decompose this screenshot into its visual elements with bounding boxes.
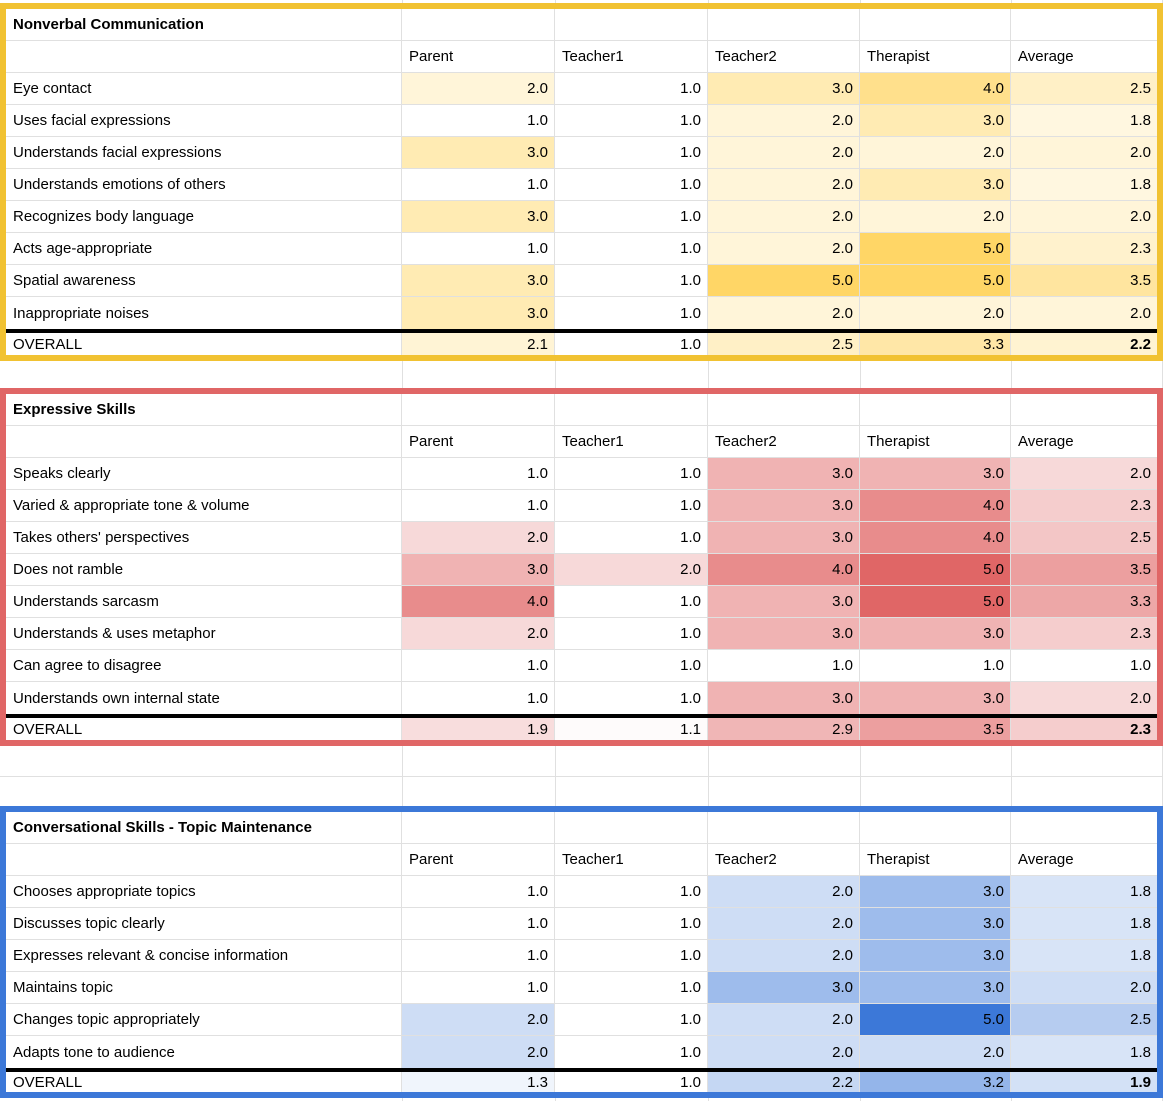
score-cell[interactable]: 2.0: [708, 169, 860, 201]
score-cell[interactable]: 3.0: [708, 458, 860, 490]
overall-score-cell[interactable]: 2.9: [708, 718, 860, 740]
row-label[interactable]: Takes others' perspectives: [6, 522, 402, 554]
row-label[interactable]: Maintains topic: [6, 972, 402, 1004]
overall-row: [6, 333, 1157, 355]
title-row: [6, 9, 1157, 41]
score-cell[interactable]: 2.0: [1011, 972, 1157, 1004]
score-cell[interactable]: 2.3: [1011, 233, 1157, 265]
empty-cell[interactable]: [860, 394, 1011, 426]
overall-score-cell[interactable]: 2.2: [1011, 333, 1157, 355]
score-cell[interactable]: 1.0: [402, 105, 555, 137]
row-label[interactable]: Understands own internal state: [6, 682, 402, 714]
score-cell[interactable]: 1.0: [708, 650, 860, 682]
table-row: [6, 940, 1157, 972]
score-cell[interactable]: 1.0: [555, 1036, 708, 1068]
overall-score-cell[interactable]: 2.5: [708, 333, 860, 355]
score-cell[interactable]: 3.0: [402, 201, 555, 233]
column-header-teacher1[interactable]: Teacher1: [555, 426, 708, 458]
score-cell[interactable]: 1.8: [1011, 169, 1157, 201]
empty-cell[interactable]: [860, 9, 1011, 41]
empty-cell[interactable]: [6, 844, 402, 876]
empty-cell[interactable]: [555, 812, 708, 844]
score-cell[interactable]: 3.5: [1011, 265, 1157, 297]
gridline: [1162, 0, 1163, 3]
column-header-parent[interactable]: Parent: [402, 844, 555, 876]
table-row: [6, 490, 1157, 522]
table-row: [6, 682, 1157, 714]
gridline: [860, 0, 861, 3]
score-cell[interactable]: 3.0: [708, 618, 860, 650]
score-cell[interactable]: 2.0: [1011, 458, 1157, 490]
table-conversational-skills-topic-maintenance: [0, 806, 1163, 1098]
score-cell[interactable]: 5.0: [708, 265, 860, 297]
score-cell[interactable]: 2.0: [708, 940, 860, 972]
score-cell[interactable]: 5.0: [860, 554, 1011, 586]
score-cell[interactable]: 1.0: [555, 1004, 708, 1036]
row-label[interactable]: Chooses appropriate topics: [6, 876, 402, 908]
score-cell[interactable]: 1.0: [402, 940, 555, 972]
score-cell[interactable]: 1.0: [402, 650, 555, 682]
row-label[interactable]: Understands facial expressions: [6, 137, 402, 169]
empty-cell[interactable]: [708, 812, 860, 844]
overall-score-cell[interactable]: 1.0: [555, 333, 708, 355]
score-cell[interactable]: 2.5: [1011, 522, 1157, 554]
gridline: [1011, 0, 1012, 3]
score-cell[interactable]: 1.0: [555, 458, 708, 490]
score-cell[interactable]: 1.0: [555, 201, 708, 233]
score-cell[interactable]: 1.0: [402, 682, 555, 714]
gridline: [708, 361, 709, 388]
score-cell[interactable]: 3.3: [1011, 586, 1157, 618]
score-cell[interactable]: 2.0: [860, 297, 1011, 329]
score-cell[interactable]: 3.0: [402, 137, 555, 169]
score-cell[interactable]: 1.0: [555, 972, 708, 1004]
table-row: [6, 586, 1157, 618]
score-cell[interactable]: 2.0: [1011, 201, 1157, 233]
score-cell[interactable]: 1.0: [555, 908, 708, 940]
score-cell[interactable]: 2.0: [402, 1036, 555, 1068]
table-row: [6, 650, 1157, 682]
score-cell[interactable]: 2.0: [708, 233, 860, 265]
row-label[interactable]: Varied & appropriate tone & volume: [6, 490, 402, 522]
row-label[interactable]: Speaks clearly: [6, 458, 402, 490]
score-cell[interactable]: 1.0: [555, 876, 708, 908]
column-header-parent[interactable]: Parent: [402, 41, 555, 73]
gridline: [402, 361, 403, 388]
score-cell[interactable]: 1.8: [1011, 940, 1157, 972]
score-cell[interactable]: 3.0: [860, 105, 1011, 137]
score-cell[interactable]: 3.0: [708, 490, 860, 522]
table-nonverbal-communication: [0, 3, 1163, 361]
table-row: [6, 1036, 1157, 1068]
score-cell[interactable]: 1.0: [555, 105, 708, 137]
score-cell[interactable]: 1.0: [860, 650, 1011, 682]
empty-cell[interactable]: [708, 9, 860, 41]
score-cell[interactable]: 2.0: [708, 201, 860, 233]
score-cell[interactable]: 5.0: [860, 233, 1011, 265]
table-row: [6, 908, 1157, 940]
column-header-therapist[interactable]: Therapist: [860, 844, 1011, 876]
score-cell[interactable]: 3.0: [860, 618, 1011, 650]
score-cell[interactable]: 1.0: [555, 586, 708, 618]
overall-score-cell[interactable]: 1.0: [555, 1072, 708, 1092]
empty-cell[interactable]: [555, 394, 708, 426]
row-label[interactable]: Understands emotions of others: [6, 169, 402, 201]
table-row: [6, 554, 1157, 586]
score-cell[interactable]: 1.0: [555, 73, 708, 105]
table-expressive-skills: [0, 388, 1163, 746]
table-row: [6, 458, 1157, 490]
empty-cell[interactable]: [6, 426, 402, 458]
row-label[interactable]: Inappropriate noises: [6, 297, 402, 329]
score-cell[interactable]: 4.0: [402, 586, 555, 618]
overall-score-cell[interactable]: 1.3: [402, 1072, 555, 1092]
table-row: [6, 1004, 1157, 1036]
table-row: [6, 169, 1157, 201]
score-cell[interactable]: 3.0: [402, 265, 555, 297]
overall-row: [6, 1072, 1157, 1092]
score-cell[interactable]: 3.0: [402, 297, 555, 329]
empty-cell[interactable]: [402, 812, 555, 844]
score-cell[interactable]: 2.0: [1011, 682, 1157, 714]
row-label[interactable]: Spatial awareness: [6, 265, 402, 297]
score-cell[interactable]: 3.0: [860, 169, 1011, 201]
table-title[interactable]: Nonverbal Communication: [6, 9, 402, 41]
overall-score-cell[interactable]: 1.9: [1011, 1072, 1157, 1092]
score-cell[interactable]: 2.3: [1011, 490, 1157, 522]
score-cell[interactable]: 5.0: [860, 265, 1011, 297]
score-cell[interactable]: 2.0: [1011, 137, 1157, 169]
overall-score-cell[interactable]: 2.2: [708, 1072, 860, 1092]
score-cell[interactable]: 4.0: [708, 554, 860, 586]
score-cell[interactable]: 3.0: [860, 682, 1011, 714]
score-cell[interactable]: 1.0: [555, 137, 708, 169]
column-header-teacher2[interactable]: Teacher2: [708, 41, 860, 73]
score-cell[interactable]: 2.0: [708, 297, 860, 329]
title-row: [6, 394, 1157, 426]
score-cell[interactable]: 2.3: [1011, 618, 1157, 650]
score-cell[interactable]: 1.0: [402, 876, 555, 908]
score-cell[interactable]: 3.0: [860, 940, 1011, 972]
score-cell[interactable]: 3.0: [860, 458, 1011, 490]
gridline: [708, 0, 709, 3]
overall-score-cell[interactable]: 1.9: [402, 718, 555, 740]
score-cell[interactable]: 1.0: [402, 458, 555, 490]
table-title[interactable]: Conversational Skills - Topic Maintenance: [6, 812, 402, 844]
table-row: [6, 137, 1157, 169]
score-cell[interactable]: 1.8: [1011, 1036, 1157, 1068]
table-row: [6, 265, 1157, 297]
score-cell[interactable]: 1.0: [555, 940, 708, 972]
score-cell[interactable]: 2.0: [860, 201, 1011, 233]
score-cell[interactable]: 1.0: [555, 297, 708, 329]
gridline: [555, 361, 556, 388]
score-cell[interactable]: 2.0: [708, 876, 860, 908]
overall-label[interactable]: OVERALL: [6, 718, 402, 740]
score-cell[interactable]: 3.0: [708, 73, 860, 105]
score-cell[interactable]: 3.0: [860, 876, 1011, 908]
score-cell[interactable]: 2.0: [1011, 297, 1157, 329]
column-header-therapist[interactable]: Therapist: [860, 426, 1011, 458]
row-label[interactable]: Acts age-appropriate: [6, 233, 402, 265]
score-cell[interactable]: 1.0: [555, 682, 708, 714]
table-row: [6, 233, 1157, 265]
title-row: [6, 812, 1157, 844]
header-row: [6, 844, 1157, 876]
gridline: [0, 776, 1163, 777]
column-header-parent[interactable]: Parent: [402, 426, 555, 458]
empty-cell[interactable]: [708, 394, 860, 426]
score-cell[interactable]: 2.0: [708, 105, 860, 137]
score-cell[interactable]: 1.0: [402, 233, 555, 265]
column-header-teacher2[interactable]: Teacher2: [708, 844, 860, 876]
row-label[interactable]: Adapts tone to audience: [6, 1036, 402, 1068]
score-cell[interactable]: 4.0: [860, 522, 1011, 554]
table-row: [6, 297, 1157, 329]
overall-score-cell[interactable]: 3.2: [860, 1072, 1011, 1092]
overall-score-cell[interactable]: 1.1: [555, 718, 708, 740]
score-cell[interactable]: 5.0: [860, 586, 1011, 618]
score-cell[interactable]: 1.0: [555, 169, 708, 201]
row-label[interactable]: Eye contact: [6, 73, 402, 105]
row-label[interactable]: Does not ramble: [6, 554, 402, 586]
table-title[interactable]: Expressive Skills: [6, 394, 402, 426]
row-label[interactable]: Uses facial expressions: [6, 105, 402, 137]
score-cell[interactable]: 1.0: [555, 490, 708, 522]
overall-label[interactable]: OVERALL: [6, 1072, 402, 1092]
gridline: [402, 0, 403, 3]
empty-cell[interactable]: [860, 812, 1011, 844]
score-cell[interactable]: 3.0: [708, 522, 860, 554]
gridline: [1011, 361, 1012, 388]
score-cell[interactable]: 2.0: [402, 618, 555, 650]
column-header-average[interactable]: Average: [1011, 41, 1157, 73]
score-cell[interactable]: 3.0: [860, 908, 1011, 940]
gridline: [555, 0, 556, 3]
empty-cell[interactable]: [1011, 394, 1157, 426]
row-label[interactable]: Can agree to disagree: [6, 650, 402, 682]
score-cell[interactable]: 4.0: [860, 490, 1011, 522]
column-header-teacher2[interactable]: Teacher2: [708, 426, 860, 458]
score-cell[interactable]: 2.0: [860, 1036, 1011, 1068]
score-cell[interactable]: 2.0: [860, 137, 1011, 169]
overall-score-cell[interactable]: 3.5: [860, 718, 1011, 740]
score-cell[interactable]: 1.0: [402, 169, 555, 201]
table-row: [6, 105, 1157, 137]
column-header-teacher1[interactable]: Teacher1: [555, 844, 708, 876]
score-cell[interactable]: 2.0: [555, 554, 708, 586]
score-cell[interactable]: 3.5: [1011, 554, 1157, 586]
empty-cell[interactable]: [402, 9, 555, 41]
score-cell[interactable]: 1.0: [402, 972, 555, 1004]
header-row: [6, 41, 1157, 73]
empty-cell[interactable]: [1011, 812, 1157, 844]
score-cell[interactable]: 1.0: [1011, 650, 1157, 682]
gridline: [1162, 361, 1163, 388]
score-cell[interactable]: 1.0: [555, 265, 708, 297]
row-label[interactable]: Changes topic appropriately: [6, 1004, 402, 1036]
row-label[interactable]: Understands & uses metaphor: [6, 618, 402, 650]
table-row: [6, 73, 1157, 105]
score-cell[interactable]: 2.0: [402, 1004, 555, 1036]
row-label[interactable]: Understands sarcasm: [6, 586, 402, 618]
column-header-teacher1[interactable]: Teacher1: [555, 41, 708, 73]
row-label[interactable]: Recognizes body language: [6, 201, 402, 233]
empty-cell[interactable]: [1011, 9, 1157, 41]
column-header-average[interactable]: Average: [1011, 426, 1157, 458]
column-header-average[interactable]: Average: [1011, 844, 1157, 876]
score-cell[interactable]: 3.0: [708, 586, 860, 618]
table-row: [6, 876, 1157, 908]
table-row: [6, 522, 1157, 554]
score-cell[interactable]: 2.0: [402, 73, 555, 105]
table-row: [6, 972, 1157, 1004]
gridline: [860, 361, 861, 388]
overall-label[interactable]: OVERALL: [6, 333, 402, 355]
score-cell[interactable]: 3.0: [708, 972, 860, 1004]
header-row: [6, 426, 1157, 458]
score-cell[interactable]: 3.0: [402, 554, 555, 586]
score-cell[interactable]: 5.0: [860, 1004, 1011, 1036]
score-cell[interactable]: 1.8: [1011, 876, 1157, 908]
score-cell[interactable]: 1.8: [1011, 908, 1157, 940]
score-cell[interactable]: 4.0: [860, 73, 1011, 105]
score-cell[interactable]: 1.0: [402, 490, 555, 522]
score-cell[interactable]: 1.8: [1011, 105, 1157, 137]
table-row: [6, 618, 1157, 650]
empty-cell[interactable]: [402, 394, 555, 426]
overall-row: [6, 718, 1157, 740]
empty-cell[interactable]: [6, 41, 402, 73]
score-cell[interactable]: 3.0: [708, 682, 860, 714]
overall-score-cell[interactable]: 2.3: [1011, 718, 1157, 740]
score-cell[interactable]: 2.0: [708, 1004, 860, 1036]
score-cell[interactable]: 1.0: [555, 618, 708, 650]
score-cell[interactable]: 1.0: [555, 522, 708, 554]
score-cell[interactable]: 2.0: [708, 908, 860, 940]
score-cell[interactable]: 3.0: [860, 972, 1011, 1004]
score-cell[interactable]: 1.0: [402, 908, 555, 940]
overall-score-cell[interactable]: 2.1: [402, 333, 555, 355]
score-cell[interactable]: 2.0: [708, 137, 860, 169]
score-cell[interactable]: 2.5: [1011, 1004, 1157, 1036]
score-cell[interactable]: 2.0: [708, 1036, 860, 1068]
score-cell[interactable]: 1.0: [555, 650, 708, 682]
row-label[interactable]: Expresses relevant & concise information: [6, 940, 402, 972]
score-cell[interactable]: 2.0: [402, 522, 555, 554]
column-header-therapist[interactable]: Therapist: [860, 41, 1011, 73]
table-row: [6, 201, 1157, 233]
score-cell[interactable]: 2.5: [1011, 73, 1157, 105]
score-cell[interactable]: 1.0: [555, 233, 708, 265]
overall-score-cell[interactable]: 3.3: [860, 333, 1011, 355]
row-label[interactable]: Discusses topic clearly: [6, 908, 402, 940]
empty-cell[interactable]: [555, 9, 708, 41]
